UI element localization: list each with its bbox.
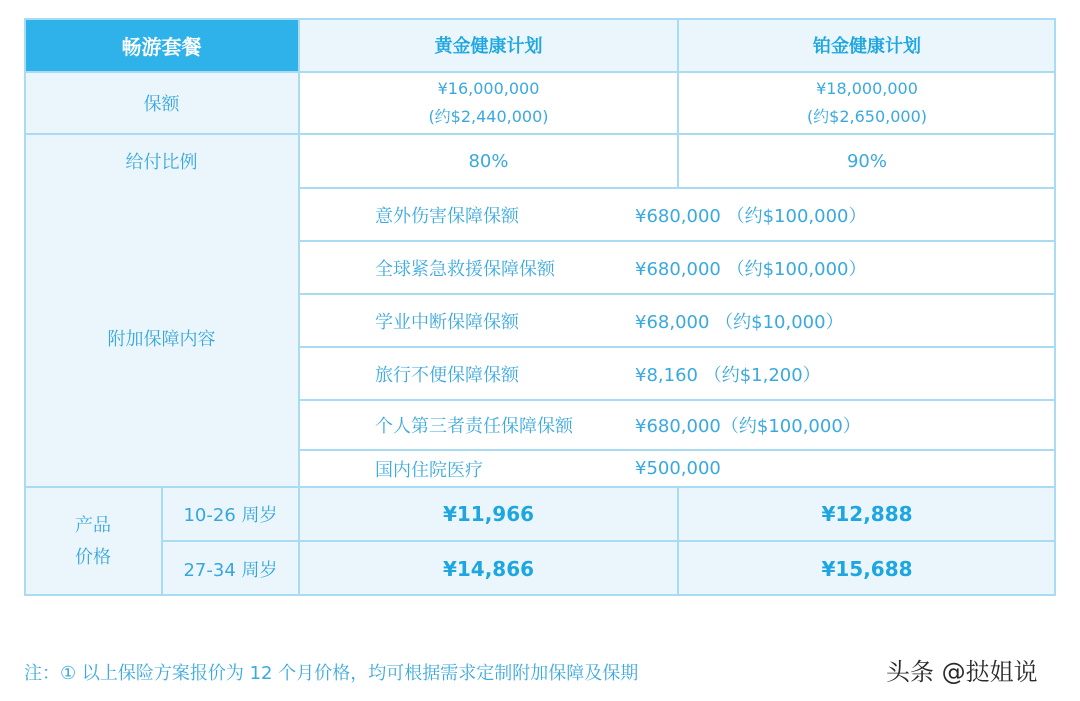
platinum-coverage-amount: ¥18,000,000 <box>816 79 918 98</box>
grid-line <box>24 71 1056 73</box>
grid-line <box>299 449 1056 451</box>
gold-coverage <box>299 72 678 134</box>
grid-line <box>299 399 1056 401</box>
age-range-2: 27-34 周岁 <box>183 559 278 581</box>
platinum-price-1: ¥12,888 <box>821 502 913 526</box>
platinum-coverage-usd: (约$2,650,000) <box>806 107 928 126</box>
coverage-label: 保额 <box>143 94 180 115</box>
grid-line <box>677 18 679 188</box>
additional-item-amount: ¥680,000 （约$100,000） <box>635 205 867 227</box>
grid-line <box>162 540 1056 542</box>
watermark-handle: @挞姐说 <box>941 658 1038 686</box>
watermark <box>886 652 1038 687</box>
grid-line <box>677 487 679 596</box>
additional-item-name: 国内住院医疗 <box>375 459 483 481</box>
additional-item-name: 个人第三者责任保障保额 <box>375 416 573 437</box>
grid-line <box>24 133 1056 135</box>
grid-line <box>24 486 1056 488</box>
grid-line <box>299 346 1056 348</box>
age-range-1: 10-26 周岁 <box>183 505 278 526</box>
gold-payout: 80% <box>468 150 509 172</box>
insurance-plan-table <box>24 18 1056 596</box>
grid-line <box>298 18 300 596</box>
grid-line <box>24 18 26 596</box>
additional-item-amount: ¥68,000 （约$10,000） <box>635 311 844 333</box>
additional-item-name: 全球紧急救援保障保额 <box>375 258 555 280</box>
footnote: 注：① 以上保险方案报价为 12 个月价格，均可根据需求定制附加保障及保期 <box>24 663 639 684</box>
price-label <box>24 487 162 596</box>
additional-item-amount: ¥8,160 （约$1,200） <box>635 364 821 386</box>
price-label-line1: 产品 <box>75 514 111 536</box>
platinum-price-2: ¥15,688 <box>821 556 913 581</box>
additional-item <box>299 241 1056 294</box>
additional-item <box>299 450 1056 487</box>
grid-line <box>1054 18 1056 596</box>
gold-coverage-usd: (约$2,440,000) <box>428 107 549 126</box>
additional-item-name: 旅行不便保障保额 <box>375 364 519 386</box>
gold-price-1: ¥11,966 <box>442 502 535 526</box>
gold-coverage-amount: ¥16,000,000 <box>437 79 540 98</box>
grid-line <box>24 18 1056 20</box>
additional-item <box>299 188 1056 241</box>
grid-line <box>24 594 1056 596</box>
additional-item-amount: ¥680,000（约$100,000） <box>635 416 861 437</box>
gold-price-2: ¥14,866 <box>442 556 535 581</box>
price-label-line2: 价格 <box>75 546 111 568</box>
additional-item-amount: ¥680,000 （约$100,000） <box>635 258 867 280</box>
watermark-prefix: 头条 <box>886 658 934 686</box>
additional-item-amount: ¥500,000 <box>635 458 721 479</box>
grid-line <box>161 487 163 596</box>
additional-item-name: 意外伤害保障保额 <box>375 205 519 227</box>
additional-coverage-label: 附加保障内容 <box>107 328 216 350</box>
grid-line <box>299 240 1056 242</box>
platinum-plan-header: 铂金健康计划 <box>678 18 1056 72</box>
additional-item <box>299 294 1056 347</box>
gold-plan-header: 黄金健康计划 <box>299 18 678 72</box>
payout-label: 给付比例 <box>125 152 198 173</box>
additional-item <box>299 400 1056 450</box>
grid-line <box>299 293 1056 295</box>
platinum-payout: 90% <box>846 150 887 172</box>
platinum-coverage <box>678 72 1056 134</box>
additional-item-name: 学业中断保障保额 <box>375 311 519 333</box>
additional-item <box>299 347 1056 400</box>
package-header: 畅游套餐 <box>24 18 299 72</box>
